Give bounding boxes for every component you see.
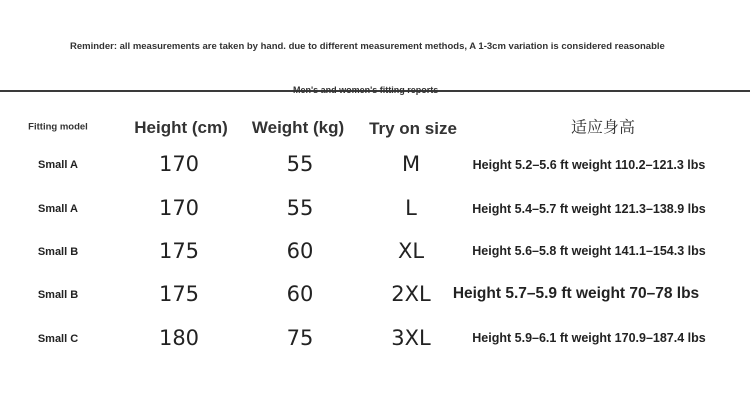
header-height: Height (cm) [134, 118, 228, 137]
row-5-size: 3XL [391, 326, 431, 350]
row-4-model: Small B [37, 289, 79, 301]
row-5-model: Small C [37, 333, 79, 345]
row-4-weight: 60 [286, 282, 314, 306]
row-4-fit-range: Height 5.7–5.9 ft weight 70–78 lbs [452, 285, 700, 302]
measurement-reminder: Reminder: all measurements are taken by hand. due to different measurement methods, A 1-3cm variation is considered reasonable [70, 41, 665, 52]
row-3-weight: 60 [286, 239, 314, 263]
row-4-height: 175 [158, 282, 200, 306]
row-3-size: XL [397, 239, 425, 263]
row-2-model: Small A [38, 203, 78, 215]
header-weight: Weight (kg) [251, 118, 345, 137]
header-suitable-height: 适应身高 [570, 119, 636, 137]
row-3-height: 175 [158, 239, 200, 263]
row-2-size: L [405, 196, 417, 220]
row-2-height: 170 [158, 196, 200, 220]
row-2-fit-range: Height 5.4–5.7 ft weight 121.3–138.9 lbs [472, 202, 706, 216]
row-3-fit-range: Height 5.6–5.8 ft weight 141.1–154.3 lbs [472, 244, 706, 258]
row-1-height: 170 [158, 152, 200, 176]
row-5-height: 180 [158, 326, 200, 350]
row-1-weight: 55 [286, 152, 314, 176]
row-2-weight: 55 [286, 196, 314, 220]
row-1-model: Small A [38, 159, 78, 171]
row-4-size: 2XL [391, 282, 431, 306]
header-fitting-model: Fitting model [28, 121, 88, 133]
row-5-weight: 75 [286, 326, 314, 350]
header-try-on-size: Try on size [369, 119, 457, 138]
row-1-size: M [401, 152, 421, 176]
row-1-fit-range: Height 5.2–5.6 ft weight 110.2–121.3 lbs [472, 158, 706, 172]
row-5-fit-range: Height 5.9–6.1 ft weight 170.9–187.4 lbs [472, 331, 706, 345]
report-title: Men's and women's fitting reports [293, 85, 439, 95]
row-3-model: Small B [37, 246, 79, 258]
